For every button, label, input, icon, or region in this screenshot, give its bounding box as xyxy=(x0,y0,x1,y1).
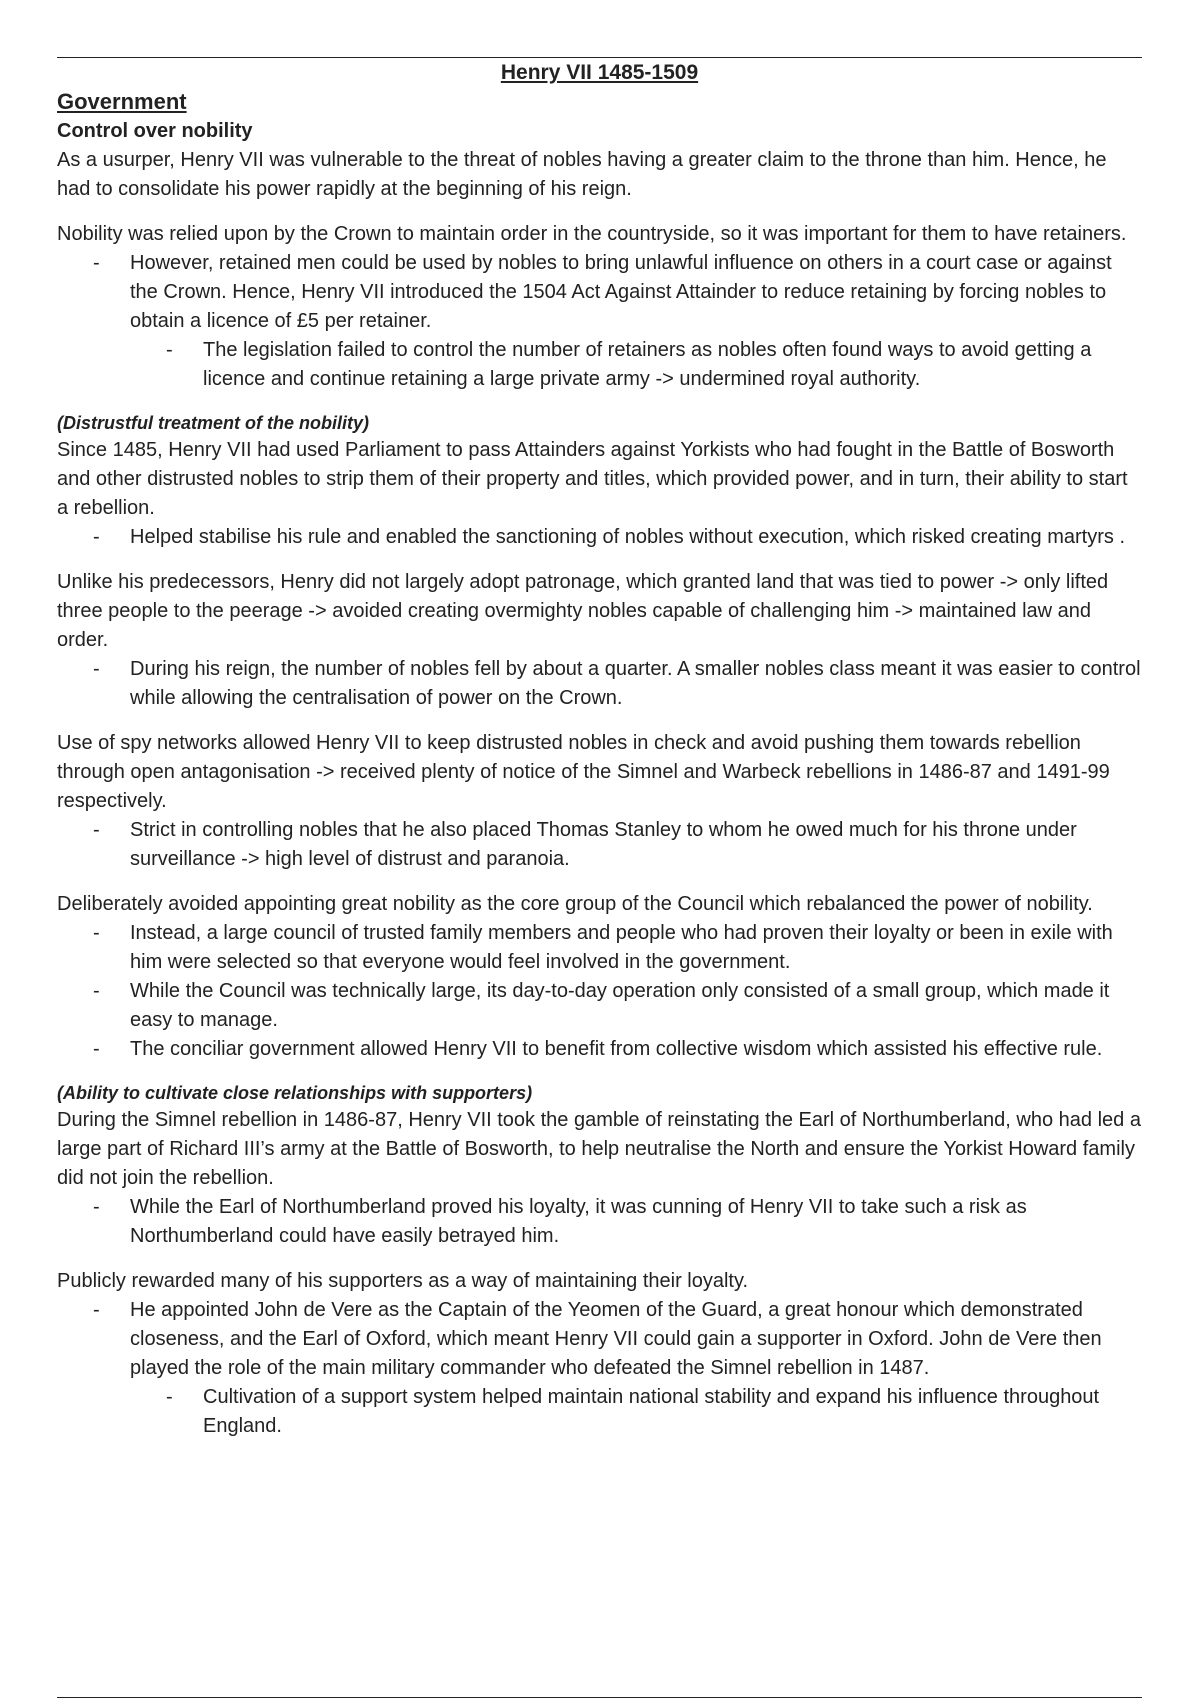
bullet-dash: - xyxy=(93,658,100,680)
document-title: Henry VII 1485-1509 xyxy=(500,61,699,84)
paragraph: During the Simnel rebellion in 1486-87, Henry VII took the gamble of reinstating the Earl of Northumberland, who had led a large part of Richard III’s army at the Battle of Bosworth, to help neutralise the North and ensure the Yorkist Howard family did not join the rebellion. xyxy=(57,1109,1141,1189)
bullet-list xyxy=(57,1193,1142,1251)
italic-subheading: (Ability to cultivate close relationships with supporters) xyxy=(57,1083,533,1103)
bullet-list xyxy=(57,816,1142,874)
bottom-rule xyxy=(57,1697,1142,1698)
bullet-list xyxy=(57,655,1142,713)
bullet-list xyxy=(57,523,1142,552)
section-heading: Government xyxy=(57,89,187,114)
paragraph: Unlike his predecessors, Henry did not largely adopt patronage, which granted land that was tied to power -> only lifted three people to the peerage -> avoided creating overmighty nobles capable of challenging him -> maintained law and order. xyxy=(57,571,1109,651)
sub-bullet-list xyxy=(57,1383,1142,1441)
bullet-dash: - xyxy=(93,980,100,1002)
bullet-dash: - xyxy=(93,526,100,548)
bullet-dash: - xyxy=(93,252,100,274)
list-item: - However, retained men could be used by nobles to bring unlawful influence on others in a court case or against the Crown. Hence, Henry VII introduced the 1504 Act Against Attainder to reduce retaining by forcing nobles to obtain a licence of £5 per retainer. xyxy=(57,249,1142,336)
paragraph: Since 1485, Henry VII had used Parliament to pass Attainders against Yorkists who had fought in the Battle of Bosworth and other distrusted nobles to strip them of their property and titles, which provided power, and in turn, their ability to start a rebellion. xyxy=(57,439,1128,519)
list-item: - Helped stabilise his rule and enabled the sanctioning of nobles without execution, which risked creating martyrs . xyxy=(57,523,1142,552)
sub-bullet-list xyxy=(57,336,1142,394)
list-item: - While the Council was technically large, its day-to-day operation only consisted of a small group, which made it easy to manage. xyxy=(57,977,1142,1035)
list-item: - Instead, a large council of trusted family members and people who had proven their loyalty or been in exile with him were selected so that everyone would feel involved in the government. xyxy=(57,919,1142,977)
list-item: - He appointed John de Vere as the Captain of the Yeomen of the Guard, a great honour which demonstrated closeness, and the Earl of Oxford, which meant Henry VII could gain a supporter in Oxford. John de Vere then played the role of the main military commander who defeated the Simnel rebellion in 1487. xyxy=(57,1296,1142,1383)
list-item: - The conciliar government allowed Henry VII to benefit from collective wisdom which assisted his effective rule. xyxy=(57,1035,1142,1064)
bullet-dash: - xyxy=(93,1299,100,1321)
bullet-list xyxy=(57,919,1142,1064)
paragraph: As a usurper, Henry VII was vulnerable to the threat of nobles having a greater claim to the throne than him. Hence, he had to consolidate his power rapidly at the beginning of his reign. xyxy=(57,149,1107,200)
list-item: - While the Earl of Northumberland proved his loyalty, it was cunning of Henry VII to take such a risk as Northumberland could have easily betrayed him. xyxy=(57,1193,1142,1251)
bullet-dash: - xyxy=(166,1386,173,1408)
italic-subheading: (Distrustful treatment of the nobility) xyxy=(57,413,369,433)
list-item: - The legislation failed to control the number of retainers as nobles often found ways to avoid getting a licence and continue retaining a large private army -> undermined royal authority. xyxy=(57,336,1142,394)
paragraph: Nobility was relied upon by the Crown to maintain order in the countryside, so it was important for them to have retainers. xyxy=(57,223,1127,245)
bullet-dash: - xyxy=(166,339,173,361)
paragraph: Publicly rewarded many of his supporters as a way of maintaining their loyalty. xyxy=(57,1270,749,1292)
list-item: - Strict in controlling nobles that he also placed Thomas Stanley to whom he owed much for his throne under surveillance -> high level of distrust and paranoia. xyxy=(57,816,1142,874)
list-item: - During his reign, the number of nobles fell by about a quarter. A smaller nobles class meant it was easier to control while allowing the centralisation of power on the Crown. xyxy=(57,655,1142,713)
list-item: - Cultivation of a support system helped maintain national stability and expand his influence throughout England. xyxy=(57,1383,1142,1441)
document-page xyxy=(57,58,1142,1441)
paragraph: Deliberately avoided appointing great nobility as the core group of the Council which rebalanced the power of nobility. xyxy=(57,893,1093,915)
paragraph: Use of spy networks allowed Henry VII to keep distrusted nobles in check and avoid pushing them towards rebellion through open antagonisation -> received plenty of notice of the Simnel and Warbeck rebellions in 1486-87 and 1491-99 respectively. xyxy=(57,732,1110,812)
subsection-heading: Control over nobility xyxy=(57,120,253,142)
bullet-dash: - xyxy=(93,1038,100,1060)
bullet-dash: - xyxy=(93,922,100,944)
bullet-dash: - xyxy=(93,819,100,841)
bullet-dash: - xyxy=(93,1196,100,1218)
bullet-list xyxy=(57,249,1142,336)
bullet-list xyxy=(57,1296,1142,1383)
